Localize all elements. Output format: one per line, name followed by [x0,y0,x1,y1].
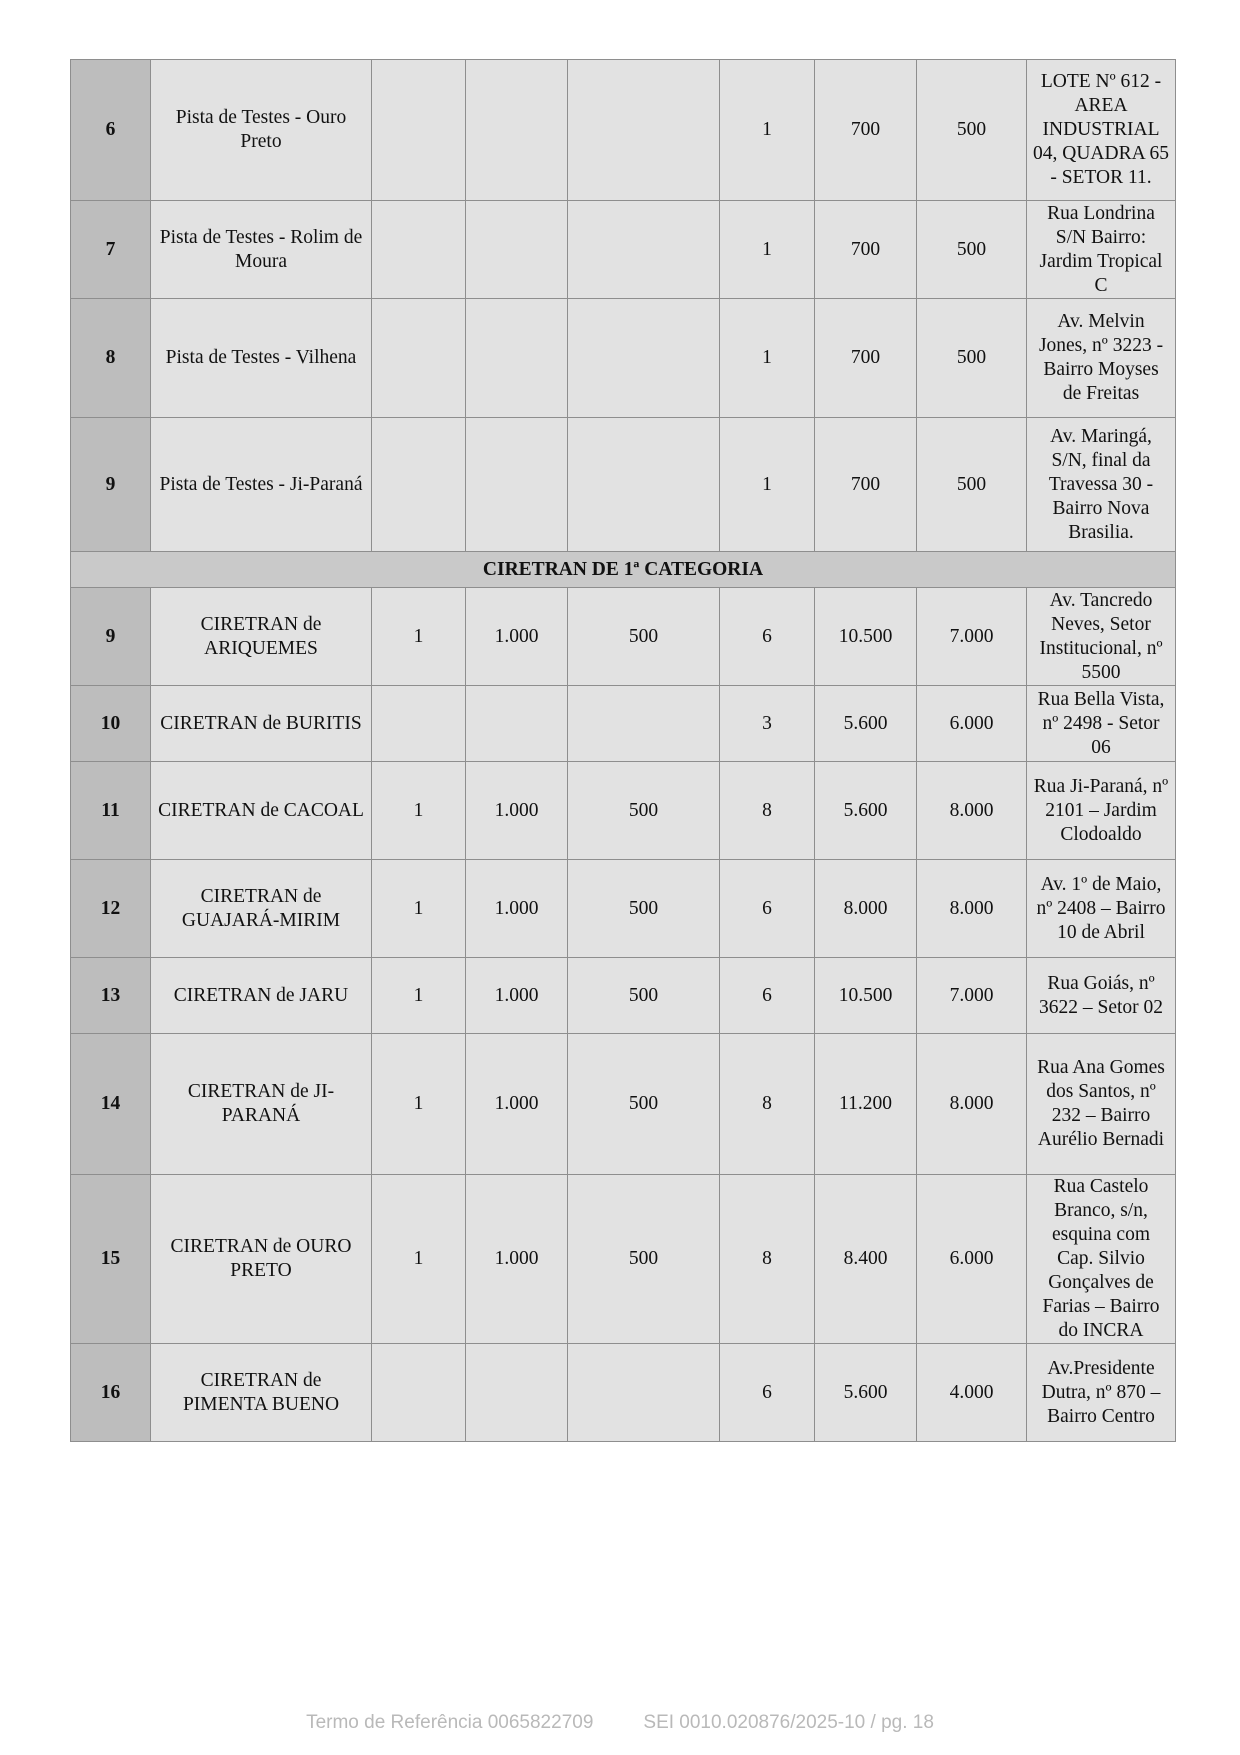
col-1-value: 1 [372,860,466,958]
location-name: CIRETRAN de PIMENTA BUENO [151,1344,372,1442]
row-number: 12 [71,860,151,958]
row-number: 7 [71,201,151,299]
location-name: Pista de Testes - Ouro Preto [151,60,372,201]
location-name: CIRETRAN de CACOAL [151,762,372,860]
row-number: 8 [71,299,151,418]
col-1-value: 1 [372,1175,466,1344]
table-row [71,201,1176,299]
location-name: Pista de Testes - Ji-Paraná [151,418,372,552]
address-cell: LOTE Nº 612 - AREA INDUSTRIAL 04, QUADRA 65 - SETOR 11. [1027,60,1176,201]
col-1-value: 1 [372,958,466,1034]
col-4-value: 8 [720,762,815,860]
col-4-value: 6 [720,1344,815,1442]
table-row [71,588,1176,686]
address-cell: Rua Ana Gomes dos Santos, nº 232 – Bairro Aurélio Bernadi [1027,1034,1176,1175]
table-row [71,1034,1176,1175]
address-cell: Av. Tancredo Neves, Setor Institucional, nº 5500 [1027,588,1176,686]
location-name: CIRETRAN de OURO PRETO [151,1175,372,1344]
col-6-value: 4.000 [917,1344,1027,1442]
col-2-value [466,1344,568,1442]
row-number: 15 [71,1175,151,1344]
col-6-value: 6.000 [917,1175,1027,1344]
col-2-value: 1.000 [466,1175,568,1344]
row-number: 9 [71,418,151,552]
location-name: CIRETRAN de ARIQUEMES [151,588,372,686]
col-5-value: 8.400 [815,1175,917,1344]
table-row [71,958,1176,1034]
col-2-value [466,418,568,552]
col-2-value [466,201,568,299]
table-row [71,418,1176,552]
col-3-value: 500 [568,762,720,860]
row-number: 11 [71,762,151,860]
col-5-value: 5.600 [815,762,917,860]
col-5-value: 11.200 [815,1034,917,1175]
locations-table [70,59,1176,1442]
table-row [71,686,1176,762]
col-2-value [466,686,568,762]
col-4-value: 6 [720,860,815,958]
row-number: 16 [71,1344,151,1442]
location-name: Pista de Testes - Vilhena [151,299,372,418]
col-3-value [568,201,720,299]
col-3-value: 500 [568,1034,720,1175]
col-6-value: 500 [917,60,1027,201]
address-cell: Rua Ji-Paraná, nº 2101 – Jardim Clodoaldo [1027,762,1176,860]
row-number: 9 [71,588,151,686]
page-footer [0,1712,1240,1734]
col-1-value [372,60,466,201]
col-1-value: 1 [372,762,466,860]
col-3-value: 500 [568,860,720,958]
col-3-value: 500 [568,958,720,1034]
table-row [71,1344,1176,1442]
location-name: CIRETRAN de GUAJARÁ-MIRIM [151,860,372,958]
col-4-value: 8 [720,1034,815,1175]
table-row [71,299,1176,418]
col-4-value: 1 [720,201,815,299]
address-cell: Av.Presidente Dutra, nº 870 – Bairro Centro [1027,1344,1176,1442]
col-4-value: 8 [720,1175,815,1344]
col-6-value: 500 [917,201,1027,299]
category-label: CIRETRAN DE 1ª CATEGORIA [71,552,1176,588]
col-2-value [466,60,568,201]
col-4-value: 6 [720,958,815,1034]
col-1-value [372,299,466,418]
col-6-value: 8.000 [917,762,1027,860]
col-3-value [568,1344,720,1442]
col-4-value: 1 [720,299,815,418]
table-section-test-tracks [71,60,1176,552]
table-row [71,1175,1176,1344]
col-5-value: 5.600 [815,1344,917,1442]
footer-doc-reference: Termo de Referência 0065822709 [306,1712,594,1733]
col-6-value: 8.000 [917,1034,1027,1175]
address-cell: Av. Maringá, S/N, final da Travessa 30 - Bairro Nova Brasilia. [1027,418,1176,552]
col-5-value: 8.000 [815,860,917,958]
col-3-value [568,299,720,418]
col-6-value: 6.000 [917,686,1027,762]
col-6-value: 7.000 [917,958,1027,1034]
table-section-ciretran [71,588,1176,1442]
col-2-value: 1.000 [466,588,568,686]
col-2-value [466,299,568,418]
row-number: 10 [71,686,151,762]
col-2-value: 1.000 [466,860,568,958]
col-1-value [372,686,466,762]
table-section-category [71,552,1176,588]
col-5-value: 700 [815,201,917,299]
col-6-value: 500 [917,418,1027,552]
col-2-value: 1.000 [466,958,568,1034]
col-5-value: 700 [815,299,917,418]
col-2-value: 1.000 [466,1034,568,1175]
col-1-value [372,418,466,552]
table-row [71,762,1176,860]
col-5-value: 5.600 [815,686,917,762]
table-row [71,860,1176,958]
col-4-value: 6 [720,588,815,686]
col-6-value: 7.000 [917,588,1027,686]
location-name: CIRETRAN de JARU [151,958,372,1034]
col-4-value: 1 [720,418,815,552]
col-3-value: 500 [568,1175,720,1344]
col-5-value: 10.500 [815,958,917,1034]
address-cell: Rua Bella Vista, nº 2498 - Setor 06 [1027,686,1176,762]
address-cell: Rua Castelo Branco, s/n, esquina com Cap. Silvio Gonçalves de Farias – Bairro do INCRA [1027,1175,1176,1344]
location-name: CIRETRAN de BURITIS [151,686,372,762]
col-6-value: 8.000 [917,860,1027,958]
col-5-value: 700 [815,418,917,552]
col-1-value: 1 [372,1034,466,1175]
col-1-value [372,1344,466,1442]
col-5-value: 700 [815,60,917,201]
col-1-value: 1 [372,588,466,686]
category-row [71,552,1176,588]
col-4-value: 1 [720,60,815,201]
address-cell: Rua Goiás, nº 3622 – Setor 02 [1027,958,1176,1034]
table-row [71,60,1176,201]
col-4-value: 3 [720,686,815,762]
col-1-value [372,201,466,299]
col-3-value [568,418,720,552]
row-number: 14 [71,1034,151,1175]
col-5-value: 10.500 [815,588,917,686]
location-name: Pista de Testes - Rolim de Moura [151,201,372,299]
col-3-value [568,686,720,762]
address-cell: Av. Melvin Jones, nº 3223 - Bairro Moyses de Freitas [1027,299,1176,418]
row-number: 6 [71,60,151,201]
address-cell: Rua Londrina S/N Bairro: Jardim Tropical C [1027,201,1176,299]
address-cell: Av. 1º de Maio, nº 2408 – Bairro 10 de Abril [1027,860,1176,958]
col-6-value: 500 [917,299,1027,418]
location-name: CIRETRAN de JI-PARANÁ [151,1034,372,1175]
row-number: 13 [71,958,151,1034]
col-3-value: 500 [568,588,720,686]
col-3-value [568,60,720,201]
footer-sei-reference: SEI 0010.020876/2025-10 / pg. 18 [643,1712,934,1733]
col-2-value: 1.000 [466,762,568,860]
